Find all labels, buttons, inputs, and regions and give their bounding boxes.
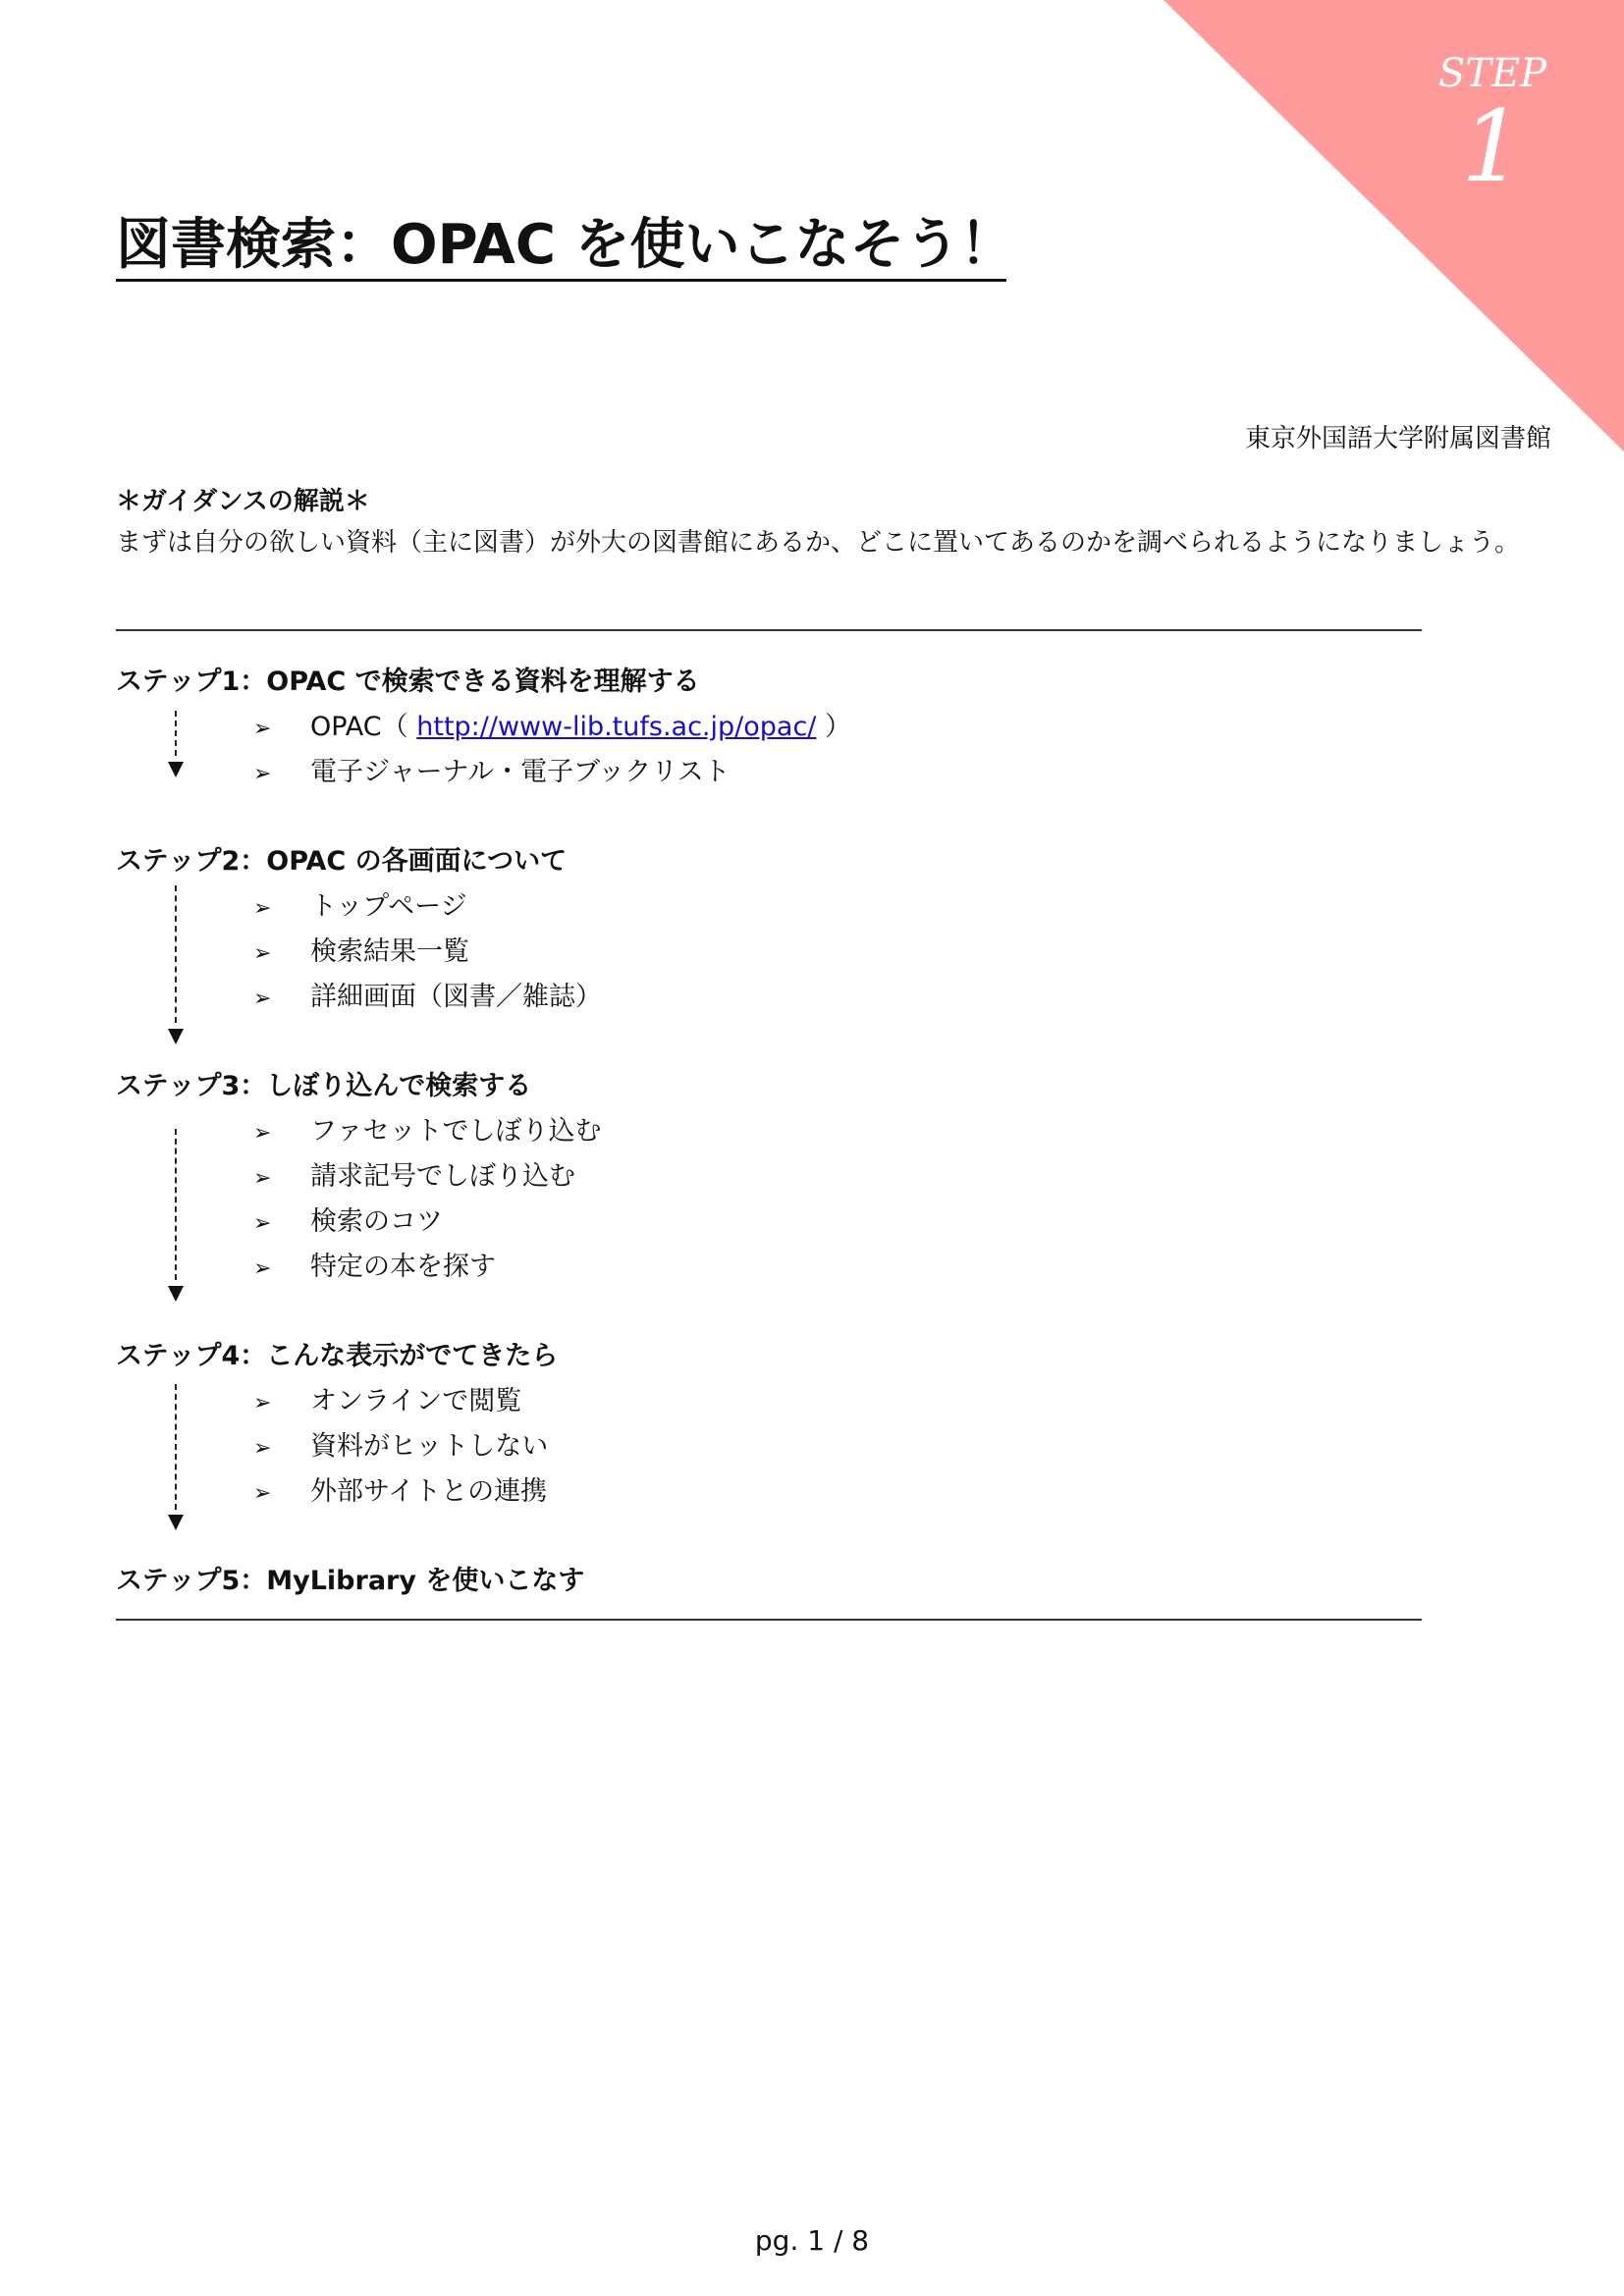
step3-connector: [175, 1129, 177, 1280]
bullet-arrow-icon: ➢: [253, 941, 272, 966]
list-item: ➢ 外部サイトとの連携: [253, 1476, 548, 1507]
bullet-arrow-icon: ➢: [253, 1256, 272, 1281]
list-item: ➢ OPAC（ http://www-lib.tufs.ac.jp/opac/ ）: [253, 712, 851, 742]
step-badge-number: 1: [1461, 89, 1524, 204]
step1-connector: [175, 711, 177, 756]
list-item: ➢ 検索のコツ: [253, 1206, 443, 1237]
bullet-arrow-icon: ➢: [253, 896, 272, 921]
step4-connector: [175, 1384, 177, 1510]
step4-heading: ステップ4：こんな表示がでてきたら: [116, 1341, 559, 1371]
arrow-down-icon: [168, 1029, 184, 1044]
list-item: ➢ オンラインで閲覧: [253, 1386, 522, 1416]
opac-link[interactable]: http://www-lib.tufs.ac.jp/opac/: [416, 712, 817, 742]
arrow-down-icon: [168, 1515, 184, 1530]
bullet-arrow-icon: ➢: [253, 762, 272, 786]
guidance-text: まずは自分の欲しい資料（主に図書）が外大の図書館にあるか、どこに置いてあるのかを調べられるようになりましょう。: [116, 528, 1521, 558]
step-badge-word: STEP: [1437, 51, 1547, 96]
page-title: 図書検索：OPAC を使いこなそう！: [116, 214, 1006, 282]
bullet-arrow-icon: ➢: [253, 1166, 272, 1191]
page-number: pg. 1 / 8: [754, 2224, 870, 2257]
arrow-down-icon: [168, 1286, 184, 1302]
bullet-arrow-icon: ➢: [253, 987, 272, 1011]
list-item: ➢ 電子ジャーナル・電子ブックリスト: [253, 757, 731, 787]
list-item: ➢ 請求記号でしぼり込む: [253, 1161, 575, 1192]
bullet-arrow-icon: ➢: [253, 1481, 272, 1506]
step2-connector: [175, 885, 177, 1023]
bullet-arrow-icon: ➢: [253, 717, 272, 741]
list-item: ➢ トップページ: [253, 891, 467, 922]
arrow-down-icon: [168, 762, 184, 777]
step3-heading: ステップ3：しぼり込んで検索する: [116, 1071, 532, 1101]
step1-heading: ステップ1：OPAC で検索できる資料を理解する: [116, 667, 700, 697]
bullet-arrow-icon: ➢: [253, 1436, 272, 1461]
list-item: ➢ 検索結果一覧: [253, 936, 469, 967]
bullet-arrow-icon: ➢: [253, 1121, 272, 1146]
bullet-arrow-icon: ➢: [253, 1211, 272, 1236]
divider-top: [116, 629, 1422, 631]
list-item: ➢ ファセットでしぼり込む: [253, 1116, 602, 1147]
list-item: ➢ 詳細画面（図書／雑誌）: [253, 982, 602, 1012]
bullet-arrow-icon: ➢: [253, 1391, 272, 1415]
list-item: ➢ 資料がヒットしない: [253, 1431, 549, 1462]
organization-name: 東京外国語大学附属図書館: [1244, 424, 1551, 454]
step2-heading: ステップ2：OPAC の各画面について: [116, 846, 568, 877]
list-item: ➢ 特定の本を探す: [253, 1252, 496, 1282]
step5-heading: ステップ5：MyLibrary を使いこなす: [116, 1566, 585, 1596]
divider-bottom: [116, 1619, 1422, 1621]
guidance-heading: ＊ガイダンスの解説＊: [116, 487, 370, 516]
